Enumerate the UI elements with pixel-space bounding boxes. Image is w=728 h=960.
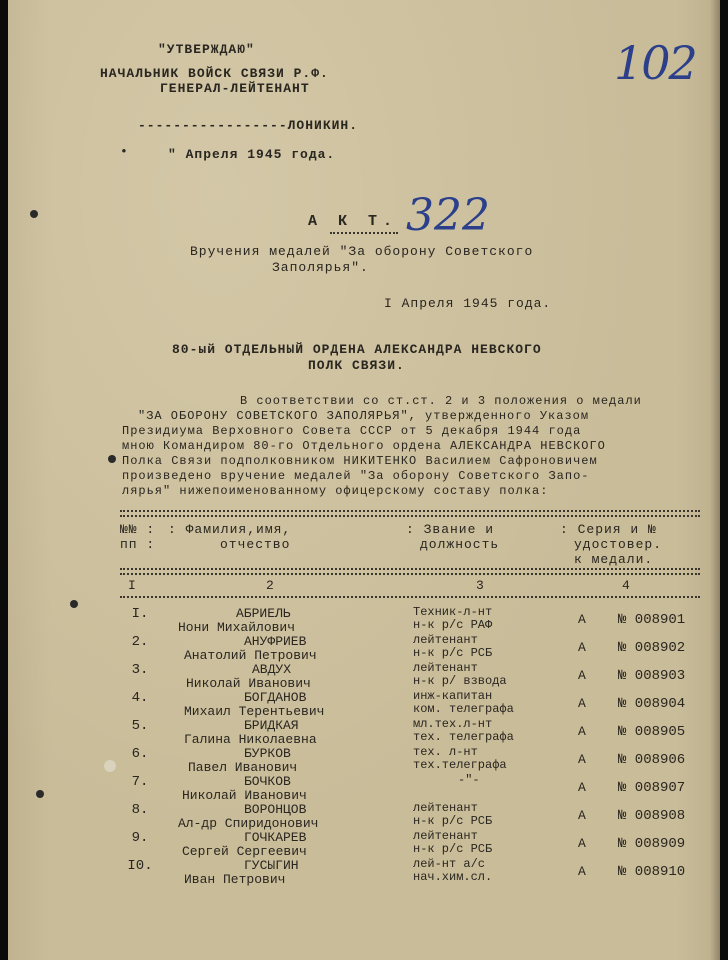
row-surname: БОГДАНОВ xyxy=(244,690,307,705)
row-surname: БУРКОВ xyxy=(244,746,291,761)
body-line: лярья" нижепоименованному офицерскому составу полка: xyxy=(122,484,549,498)
row-number: 7. xyxy=(131,774,149,790)
act-date: I Апреля 1945 года. xyxy=(384,296,552,311)
col-header-num: пп : xyxy=(120,537,156,552)
row-surname: БРИДКАЯ xyxy=(244,718,299,733)
row-rank: -"- xyxy=(458,773,480,787)
row-surname: ГУСЫГИН xyxy=(244,858,299,873)
row-series: А xyxy=(578,836,586,851)
col-header-name: : Фамилия,имя, xyxy=(168,522,292,537)
archive-number: 102 xyxy=(614,36,696,90)
row-medal-number: № 008909 xyxy=(618,836,686,852)
title-underline xyxy=(330,232,398,234)
row-position: ком. телеграфа xyxy=(413,702,514,716)
act-number: 322 xyxy=(406,190,490,241)
row-rank: лейтенант xyxy=(413,801,478,815)
row-number: I0. xyxy=(127,858,153,874)
row-medal-number: № 008905 xyxy=(618,724,686,740)
row-surname: ВОРОНЦОВ xyxy=(244,802,307,817)
chief-title-line1: НАЧАЛЬНИК ВОЙСК СВЯЗИ Р.Ф. xyxy=(100,66,329,81)
row-position: н-к р/с РАФ xyxy=(413,618,493,632)
row-series: А xyxy=(578,696,586,711)
row-medal-number: № 008903 xyxy=(618,668,686,684)
col-header-medal: к медали. xyxy=(574,552,654,567)
row-given-name: Анатолий Петрович xyxy=(184,648,317,663)
chief-title-line2: ГЕНЕРАЛ-ЛЕЙТЕНАНТ xyxy=(160,81,310,96)
row-number: 2. xyxy=(131,634,149,650)
table-row xyxy=(8,858,720,886)
row-rank: лейтенант xyxy=(413,661,478,675)
row-number: 8. xyxy=(131,802,149,818)
row-series: А xyxy=(578,864,586,879)
row-given-name: Иван Петрович xyxy=(184,872,286,887)
row-surname: АНУФРИЕВ xyxy=(244,634,307,649)
table-rule-mid2 xyxy=(120,573,700,575)
row-medal-number: № 008902 xyxy=(618,640,686,656)
row-rank: лей-нт а/с xyxy=(413,857,486,871)
row-number: 5. xyxy=(131,718,149,734)
row-number: 9. xyxy=(131,830,149,846)
row-position: нач.хим.сл. xyxy=(413,870,493,884)
row-given-name: Павел Иванович xyxy=(188,760,298,775)
row-series: А xyxy=(578,808,586,823)
row-rank: мл.тех.л-нт xyxy=(413,717,493,731)
col-header-num: №№ : xyxy=(120,522,156,537)
body-line: В соответствии со ст.ст. 2 и 3 положения о медали xyxy=(240,394,642,408)
col-header-medal: : Серия и № xyxy=(560,522,657,537)
body-line: произведено вручение медалей "За оборону Советского Запо- xyxy=(122,469,590,483)
row-series: А xyxy=(578,668,586,683)
body-line: "ЗА ОБОРОНУ СОВЕТСКОГО ЗАПОЛЯРЬЯ", утвержденного Указом xyxy=(138,409,590,423)
table-row xyxy=(8,662,720,690)
row-given-name: Михаил Терентьевич xyxy=(184,704,325,719)
row-medal-number: № 008906 xyxy=(618,752,686,768)
col-number: I xyxy=(128,578,137,593)
col-header-medal: удостовер. xyxy=(574,537,663,552)
row-given-name: Николай Иванович xyxy=(186,676,311,691)
row-series: А xyxy=(578,780,586,795)
row-position: н-к р/с РСБ xyxy=(413,646,493,660)
row-medal-number: № 008901 xyxy=(618,612,686,628)
act-subject-line2: Заполярья". xyxy=(272,260,369,275)
body-line: Полка Связи подполковником НИКИТЕНКО Василием Сафроновичем xyxy=(122,454,598,468)
table-row xyxy=(8,774,720,802)
approval-heading: "УТВЕРЖДАЮ" xyxy=(158,42,255,57)
table-rule-top xyxy=(120,510,700,512)
table-rule-cols xyxy=(120,596,700,598)
row-rank: инж-капитан xyxy=(413,689,493,703)
signature-name: -----------------ЛОНИКИН. xyxy=(138,118,359,133)
row-position: н-к р/с РСБ xyxy=(413,814,493,828)
row-number: 6. xyxy=(131,746,149,762)
table-row xyxy=(8,634,720,662)
page-edge-shadow xyxy=(710,0,720,960)
row-number: I. xyxy=(131,606,149,622)
unit-name-line1: 80-ый ОТДЕЛЬНЫЙ ОРДЕНА АЛЕКСАНДРА НЕВСКОГО xyxy=(172,342,542,357)
body-line: мною Командиром 80-го Отдельного ордена АЛЕКСАНДРА НЕВСКОГО xyxy=(122,439,606,453)
row-rank: лейтенант xyxy=(413,633,478,647)
row-position: тех.телеграфа xyxy=(413,758,507,772)
row-given-name: Сергей Сергеевич xyxy=(182,844,307,859)
table-row xyxy=(8,606,720,634)
document-page xyxy=(8,0,720,960)
col-header-rank: должность xyxy=(420,537,500,552)
row-series: А xyxy=(578,612,586,627)
row-number: 3. xyxy=(131,662,149,678)
table-rule-top2 xyxy=(120,515,700,517)
act-label: А К Т. xyxy=(308,213,399,230)
unit-name-line2: ПОЛК СВЯЗИ. xyxy=(308,358,405,373)
row-surname: ГОЧКАРЕВ xyxy=(244,830,307,845)
row-number: 4. xyxy=(131,690,149,706)
body-line: Президиума Верховного Совета СССР от 5 декабря 1944 года xyxy=(122,424,582,438)
table-row xyxy=(8,802,720,830)
row-given-name: Николай Иванович xyxy=(182,788,307,803)
row-series: А xyxy=(578,752,586,767)
row-given-name: Галина Николаевна xyxy=(184,732,317,747)
row-medal-number: № 008904 xyxy=(618,696,686,712)
row-medal-number: № 008910 xyxy=(618,864,686,880)
approval-date: " Апреля 1945 года. xyxy=(168,147,336,162)
act-subject-line1: Вручения медалей "За оборону Советского xyxy=(190,244,534,259)
table-rule-mid xyxy=(120,568,700,570)
table-row xyxy=(8,830,720,858)
row-given-name: Нони Михайлович xyxy=(178,620,296,635)
row-surname: АБРИЕЛЬ xyxy=(236,606,291,621)
row-surname: БОЧКОВ xyxy=(244,774,291,789)
col-number: 2 xyxy=(266,578,275,593)
bullet-mark: • xyxy=(120,144,129,159)
row-series: А xyxy=(578,640,586,655)
row-surname: АВДУХ xyxy=(252,662,292,677)
row-position: н-к р/с РСБ xyxy=(413,842,493,856)
col-header-rank: : Звание и xyxy=(406,522,495,537)
row-position: тех. телеграфа xyxy=(413,730,514,744)
row-given-name: Ал-др Спиридонович xyxy=(178,816,319,831)
row-medal-number: № 008908 xyxy=(618,808,686,824)
row-series: А xyxy=(578,724,586,739)
row-medal-number: № 008907 xyxy=(618,780,686,796)
table-row xyxy=(8,718,720,746)
punch-hole xyxy=(30,210,38,218)
punch-hole xyxy=(108,455,116,463)
row-rank: тех. л-нт xyxy=(413,745,478,759)
col-number: 4 xyxy=(622,578,631,593)
row-rank: Техник-л-нт xyxy=(413,605,493,619)
row-position: н-к р/ взвода xyxy=(413,674,507,688)
table-row xyxy=(8,690,720,718)
row-rank: лейтенант xyxy=(413,829,478,843)
col-header-name: отчество xyxy=(220,537,291,552)
table-row xyxy=(8,746,720,774)
col-number: 3 xyxy=(476,578,485,593)
